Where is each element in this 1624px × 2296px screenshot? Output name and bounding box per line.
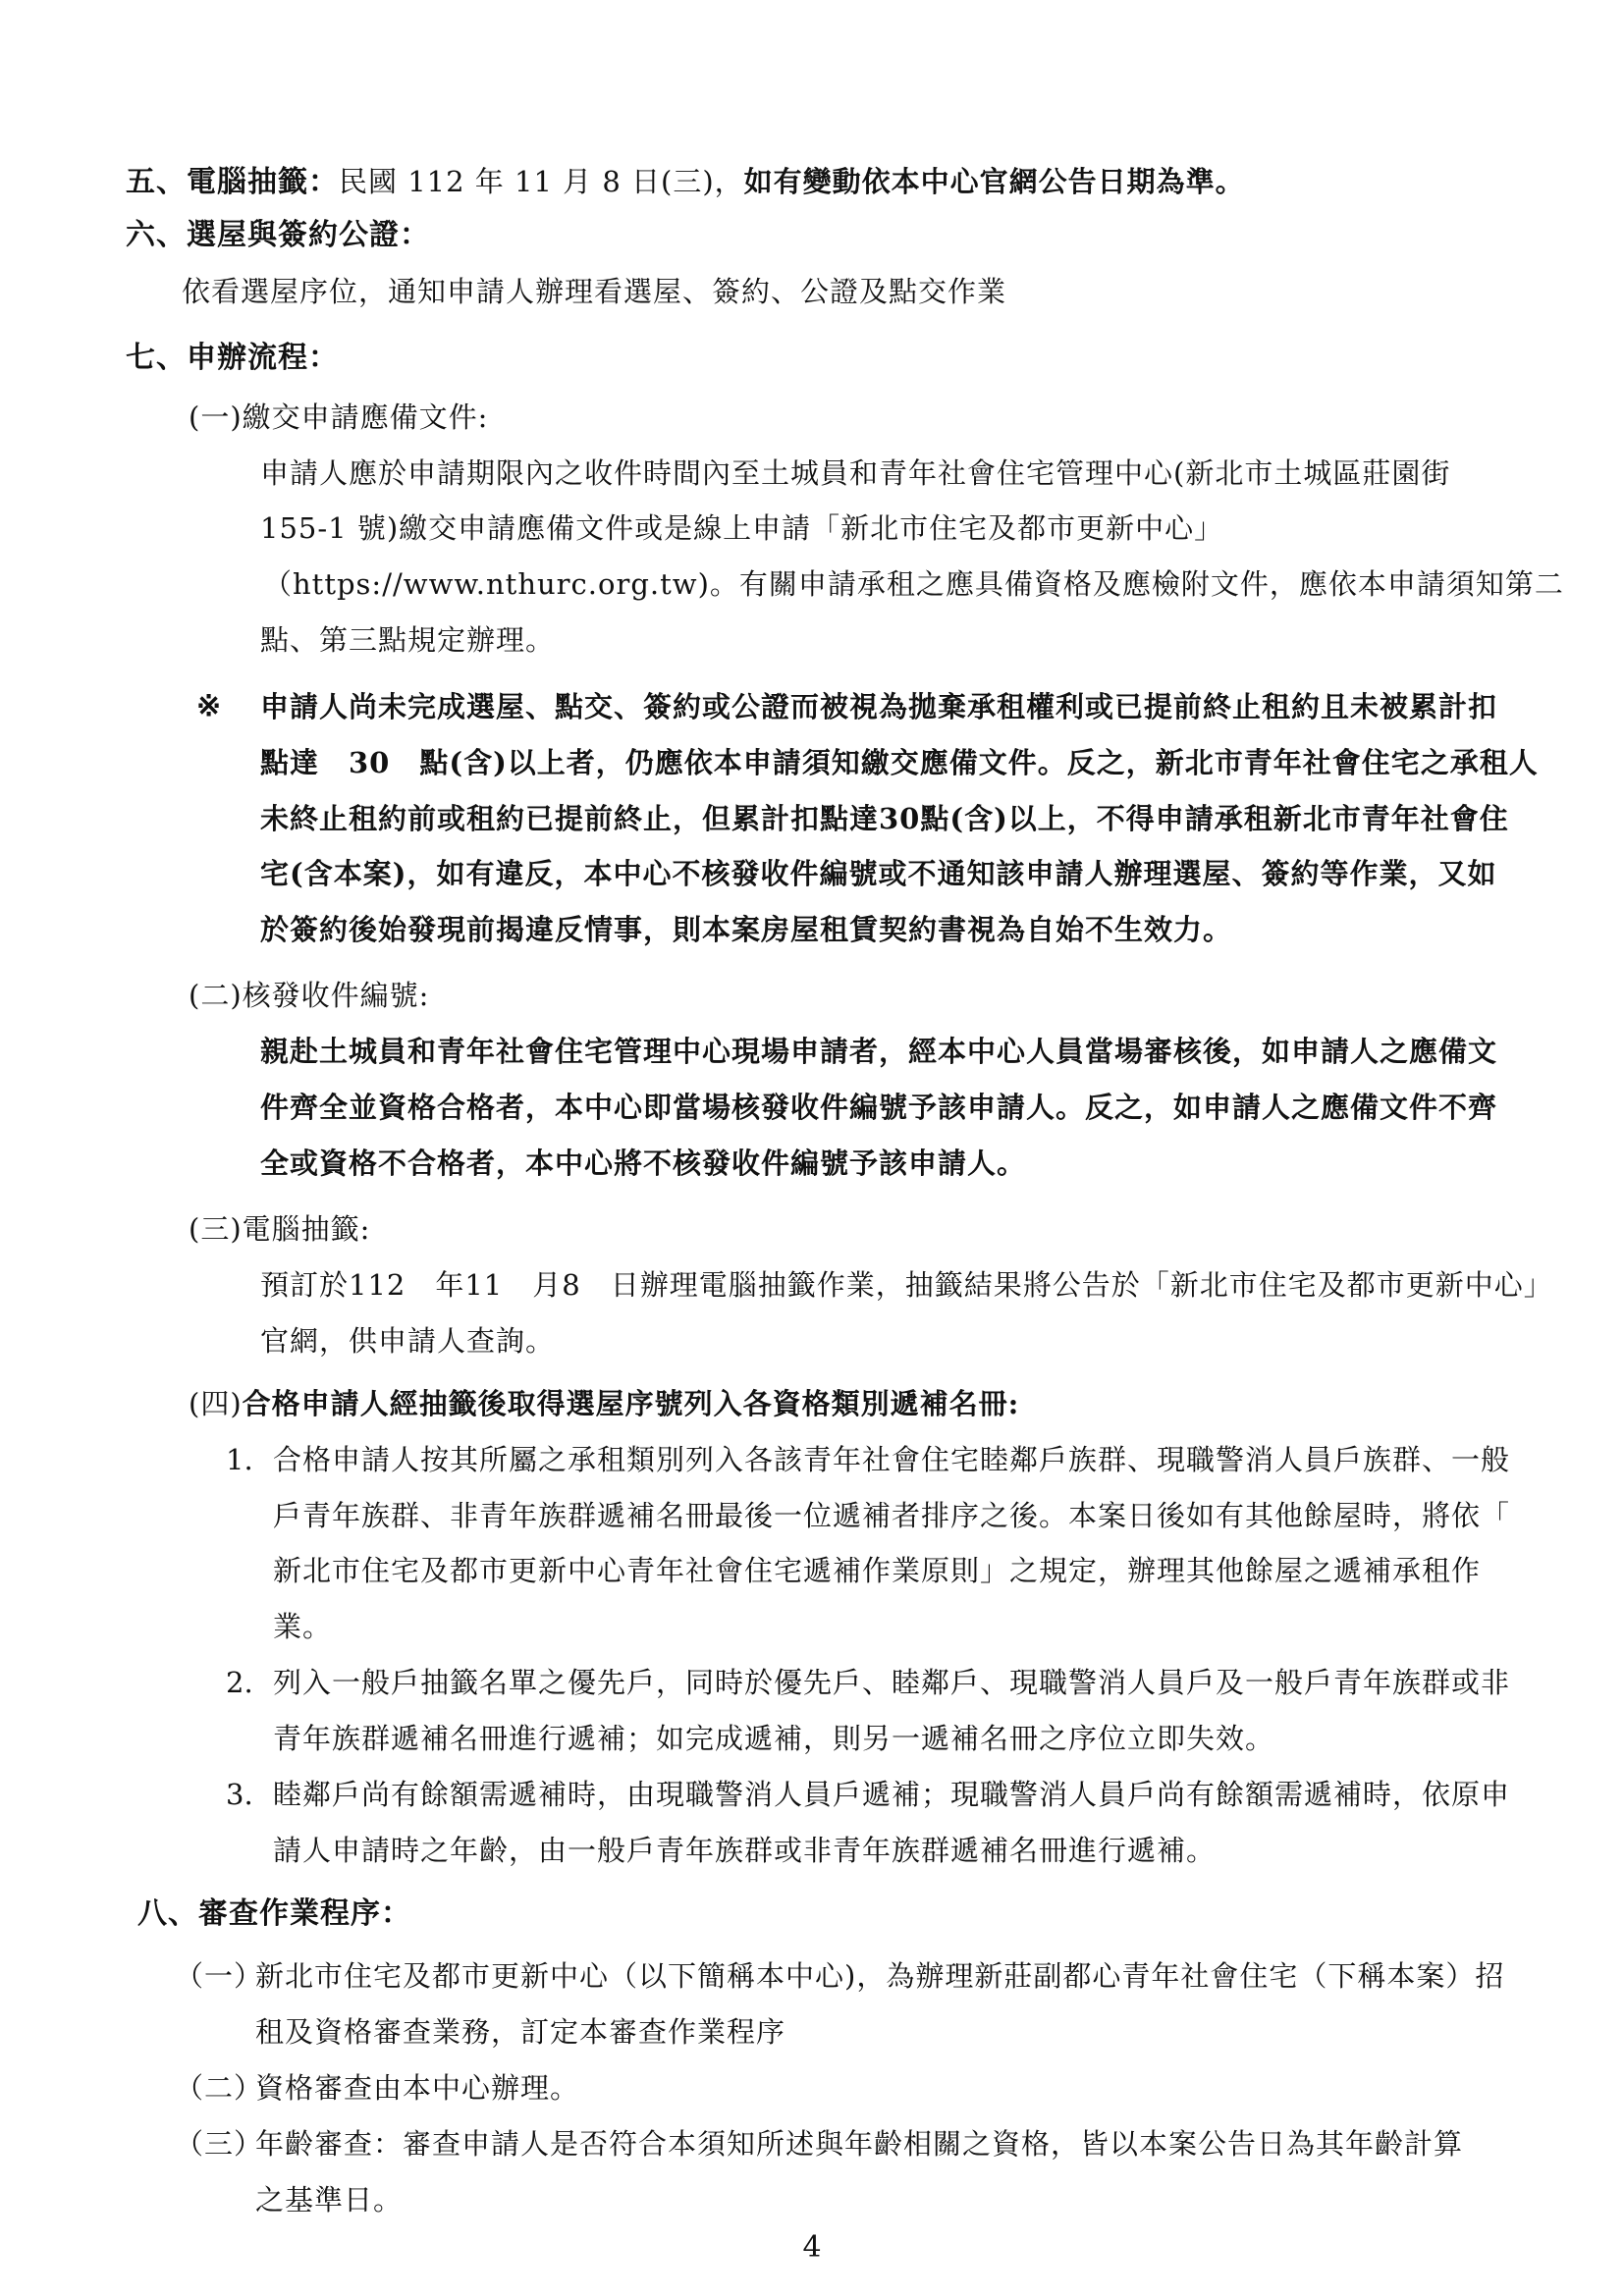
note-line: 點達 30 點(含)以上者，仍應依本申請須知繳交應備文件。反之，新北市青年社會住宅之承租人: [260, 746, 1539, 779]
sub4-item-line: 業。: [273, 1610, 333, 1643]
sub4-title: [189, 1384, 1019, 1423]
sub4-item-line: 青年族群遞補名冊進行遞補；如完成遞補，則另一遞補名冊之序位立即失效。: [273, 1722, 1275, 1755]
section6-heading: 六、選屋與簽約公證：: [126, 218, 430, 252]
section8-item-line: 租及資格審查業務，訂定本審查作業程序: [255, 2015, 786, 2049]
section7-heading: 七、申辦流程：: [126, 341, 339, 375]
note-line: 於簽約後始發現前揭違反情事，則本案房屋租賃契約書視為自始不生效力。: [260, 913, 1233, 946]
sub4-item-line: 戶青年族群、非青年族群遞補名冊最後一位遞補者排序之後。本案日後如有其他餘屋時，將依「: [273, 1499, 1511, 1532]
section8-item-line: 之基準日。: [255, 2183, 404, 2216]
section6-body: 依看選屋序位，通知申請人辦理看選屋、簽約、公證及點交作業: [182, 275, 1007, 308]
sub3-line: 官網，供申請人查詢。: [260, 1324, 556, 1358]
sub1-title: (一)繳交申請應備文件:: [189, 400, 489, 434]
sub4-item-number: 2.: [226, 1666, 253, 1699]
sub4-title-prefix: (四): [189, 1387, 243, 1420]
note-mark: ※: [196, 689, 222, 723]
sub4-item-line: 列入一般戶抽籤名單之優先戶，同時於優先戶、睦鄰戶、現職警消人員戶及一般戶青年族群或非: [273, 1666, 1511, 1699]
sub2-line: 件齊全並資格合格者，本中心即當場核發收件編號予該申請人。反之，如申請人之應備文件不齊: [260, 1091, 1498, 1124]
sub2-line: 全或資格不合格者，本中心將不核發收件編號予該申請人。: [260, 1147, 1027, 1180]
sub1-line: 155-1 號)繳交申請應備文件或是線上申請「新北市住宅及都市更新中心」: [260, 511, 1224, 545]
section5-line: [126, 162, 1245, 202]
note-line: 宅(含本案)，如有違反，本中心不核發收件編號或不通知該申請人辦理選屋、簽約等作業，又如: [260, 857, 1497, 890]
sub4-item-number: 1.: [226, 1443, 253, 1476]
sub1-line: 申請人應於申請期限內之收件時間內至土城員和青年社會住宅管理中心(新北市土城區莊園街: [260, 456, 1451, 490]
section8-item-line: 新北市住宅及都市更新中心（以下簡稱本中心)，為辦理新莊副都心青年社會住宅（下稱本案）招: [255, 1959, 1505, 1993]
section8-heading: 八、審查作業程序：: [137, 1896, 411, 1931]
section5-emphasis: 如有變動依本中心官網公告日期為準。: [743, 165, 1245, 198]
page-number: 4: [802, 2230, 822, 2265]
sub3-line: 預訂於112 年11 月8 日辦理電腦抽籤作業，抽籤結果將公告於「新北市住宅及都市更新中心」: [260, 1268, 1553, 1302]
sub4-item-line: 請人申請時之年齡，由一般戶青年族群或非青年族群遞補名冊進行遞補。: [273, 1834, 1217, 1867]
section8-item-label: （一）: [175, 1959, 264, 1993]
sub1-line: （https://www.nthurc.org.tw)。有關申請承租之應具備資格及應檢附文件，應依本申請須知第二: [263, 567, 1564, 601]
note-line: 申請人尚未完成選屋、點交、簽約或公證而被視為拋棄承租權利或已提前終止租約且未被累計扣: [260, 690, 1498, 723]
section5-text: 民國 112 年 11 月 8 日(三)，: [339, 165, 744, 198]
section8-item-label: （三）: [175, 2127, 264, 2161]
sub2-line: 親赴土城員和青年社會住宅管理中心現場申請者，經本中心人員當場審核後，如申請人之應備文: [260, 1035, 1498, 1068]
section8-item-label: （二）: [175, 2071, 264, 2105]
sub4-item-line: 新北市住宅及都市更新中心青年社會住宅遞補作業原則」之規定，辦理其他餘屋之遞補承租作: [273, 1554, 1482, 1587]
section8-item-line: 資格審查由本中心辦理。: [255, 2071, 580, 2105]
note-line: 未終止租約前或租約已提前終止，但累計扣點達30點(含)以上，不得申請承租新北市青年社會住: [260, 802, 1509, 835]
sub2-title: (二)核發收件編號:: [189, 979, 430, 1012]
sub4-item-line: 睦鄰戶尚有餘額需遞補時，由現職警消人員戶遞補；現職警消人員戶尚有餘額需遞補時，依原申: [273, 1778, 1511, 1811]
sub4-item-number: 3.: [226, 1778, 253, 1811]
section5-heading: 五、電腦抽籤：: [126, 165, 339, 199]
sub4-item-line: 合格申請人按其所屬之承租類別列入各該青年社會住宅睦鄰戶族群、現職警消人員戶族群、一般: [273, 1443, 1511, 1476]
sub1-line: 點、第三點規定辦理。: [260, 623, 556, 657]
sub4-title-bold: 合格申請人經抽籤後取得選屋序號列入各資格類別遞補名冊:: [242, 1387, 1020, 1420]
section8-item-line: 年齡審查：審查申請人是否符合本須知所述與年齡相關之資格，皆以本案公告日為其年齡計算: [255, 2127, 1464, 2161]
sub3-title: (三)電腦抽籤:: [189, 1212, 371, 1246]
